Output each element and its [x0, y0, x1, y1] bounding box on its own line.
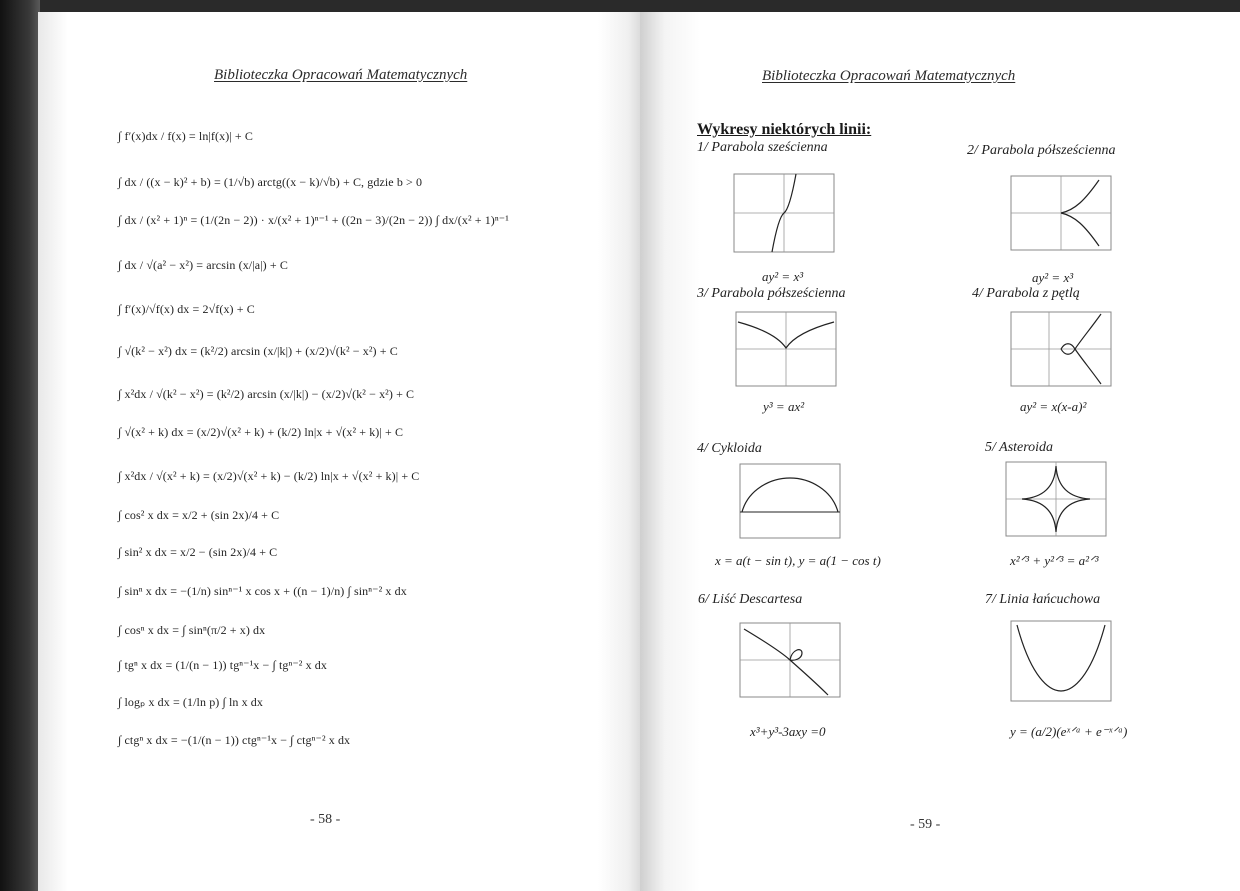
- formula-10: ∫ cos² x dx = x/2 + (sin 2x)/4 + C: [118, 508, 280, 522]
- plot-loop-parabola: [1005, 308, 1117, 392]
- plot-semicubical-parabola-2: [730, 308, 842, 392]
- formula-7: ∫ x²dx / √(k² − x²) = (k²/2) arcsin (x/|k|) − (x/2)√(k² − x²) + C: [118, 387, 415, 401]
- plot-folium-of-descartes: [734, 619, 846, 703]
- curve-eq-5: x = a(t − sin t), y = a(1 − cos t): [715, 553, 881, 568]
- curve-title-1: 1/ Parabola sześcienna: [697, 140, 828, 155]
- curve-title-6: 5/ Asteroida: [985, 440, 1054, 455]
- formula-3: ∫ dx / (x² + 1)ⁿ = (1/(2n − 2)) · x/(x² + 1)ⁿ⁻¹ + ((2n − 3)/(2n − 2)) ∫ dx/(x² + 1)ⁿ⁻¹: [118, 213, 509, 227]
- right-page-header: Biblioteczka Opracowań Matematycznych: [762, 68, 1016, 84]
- plot-cycloid: [734, 460, 846, 544]
- formula-9: ∫ x²dx / √(x² + k) = (x/2)√(x² + k) − (k/2) ln|x + √(x² + k)| + C: [118, 469, 420, 483]
- curve-title-5: 4/ Cykloida: [697, 441, 762, 456]
- formula-13: ∫ cosⁿ x dx = ∫ sinⁿ(π/2 + x) dx: [118, 623, 266, 637]
- plot-cubic-parabola: [728, 170, 840, 258]
- curve-eq-7: x³+y³-3axy =0: [750, 724, 826, 739]
- curve-title-2: 2/ Parabola półsześcienna: [967, 143, 1116, 158]
- formula-6: ∫ √(k² − x²) dx = (k²/2) arcsin (x/|k|) + (x/2)√(k² − x²) + C: [118, 344, 398, 358]
- formula-4: ∫ dx / √(a² − x²) = arcsin (x/|a|) + C: [118, 258, 288, 272]
- curve-eq-3: y³ = ax²: [763, 399, 805, 414]
- formula-1: ∫ f′(x)dx / f(x) = ln|f(x)| + C: [118, 129, 253, 143]
- curve-title-8: 7/ Linia łańcuchowa: [985, 592, 1101, 607]
- plot-semicubical-parabola: [1005, 172, 1117, 256]
- plot-astroid: [1000, 458, 1112, 542]
- scan-left-edge: [0, 0, 40, 891]
- formula-15: ∫ logₚ x dx = (1/ln p) ∫ ln x dx: [118, 695, 264, 709]
- curve-title-7: 6/ Liść Descartesa: [698, 592, 803, 607]
- curve-eq-1: ay² = x³: [762, 269, 804, 284]
- right-page: [640, 12, 1240, 891]
- curve-title-3: 3/ Parabola półsześcienna: [697, 286, 846, 301]
- left-page: [38, 12, 640, 891]
- formula-14: ∫ tgⁿ x dx = (1/(n − 1)) tgⁿ⁻¹x − ∫ tgⁿ⁻² x dx: [118, 658, 327, 672]
- plot-catenary: [1005, 617, 1117, 705]
- left-page-number: - 58 -: [310, 812, 341, 827]
- formula-11: ∫ sin² x dx = x/2 − (sin 2x)/4 + C: [118, 545, 278, 559]
- formula-16: ∫ ctgⁿ x dx = −(1/(n − 1)) ctgⁿ⁻¹x − ∫ ctgⁿ⁻² x dx: [118, 733, 351, 747]
- formula-5: ∫ f′(x)/√f(x) dx = 2√f(x) + C: [118, 302, 255, 316]
- section-title: Wykresy niektórych linii:: [697, 121, 872, 138]
- curve-eq-6: x²ᐟ³ + y²ᐟ³ = a²ᐟ³: [1010, 553, 1099, 568]
- right-page-number: - 59 -: [910, 817, 941, 832]
- formula-2: ∫ dx / ((x − k)² + b) = (1/√b) arctg((x − k)/√b) + C, gdzie b > 0: [118, 175, 423, 189]
- curve-eq-4: ay² = x(x-a)²: [1020, 399, 1087, 414]
- formula-12: ∫ sinⁿ x dx = −(1/n) sinⁿ⁻¹ x cos x + ((n − 1)/n) ∫ sinⁿ⁻² x dx: [118, 584, 407, 598]
- formula-8: ∫ √(x² + k) dx = (x/2)√(x² + k) + (k/2) ln|x + √(x² + k)| + C: [118, 425, 404, 439]
- left-page-header: Biblioteczka Opracowań Matematycznych: [214, 67, 468, 83]
- curve-eq-8: y = (a/2)(eˣᐟᵃ + e⁻ˣᐟᵃ): [1010, 724, 1128, 739]
- curve-eq-2: ay² = x³: [1032, 270, 1074, 285]
- curve-title-4: 4/ Parabola z pętlą: [972, 286, 1080, 301]
